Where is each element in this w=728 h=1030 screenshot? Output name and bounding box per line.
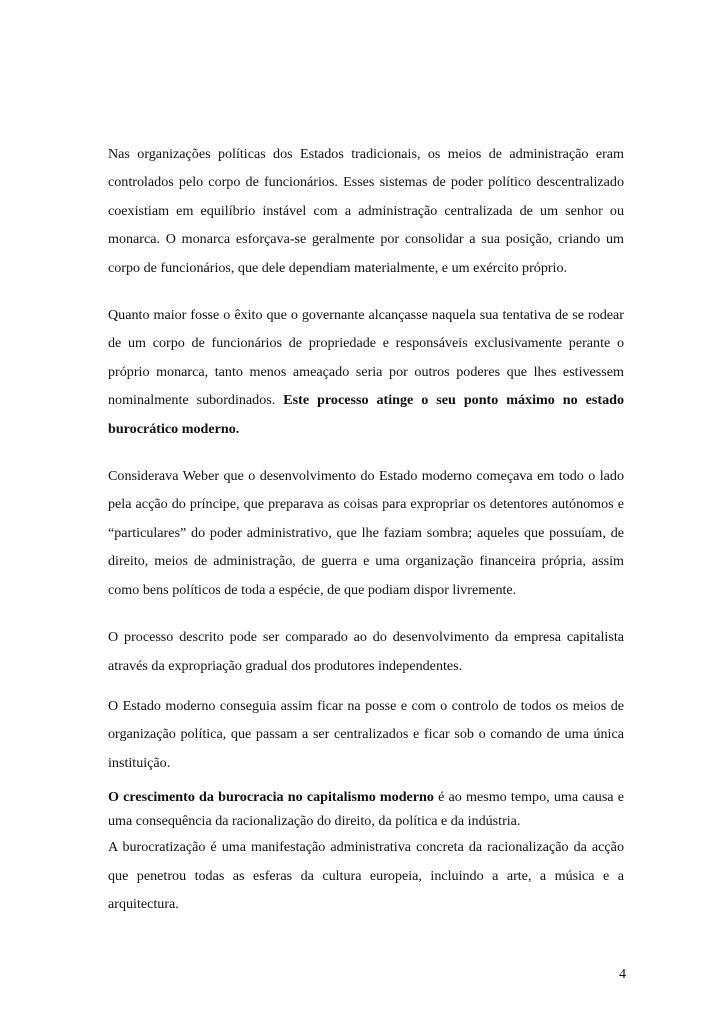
paragraph-5-text: O Estado moderno conseguia assim ficar na posse e com o controlo de todos os meios de organização política, que passam a ser centralizados e ficar sob o comando de uma única instituição. [108, 697, 624, 771]
paragraph-4 [108, 623, 624, 680]
paragraph-1 [108, 140, 624, 282]
document-body [108, 140, 624, 918]
paragraph-2 [108, 301, 624, 443]
page-number: 4 [618, 966, 626, 982]
paragraph-2-bold-text: Este processo atinge o seu ponto máximo no estado burocrático moderno. [108, 392, 624, 437]
paragraph-3-text: Considerava Weber que o desenvolvimento do Estado moderno começava em todo o lado pela acção do príncipe, que preparava as coisas para expropriar os detentores autónomos e “particulares” do poder administrativo, que lhe faziam sombra; aqueles que possuíam, de direito, meios de administração, de guerra e uma organização financeira própria, assim como bens políticos de toda a espécie, de que podiam dispor livremente. [108, 468, 624, 598]
paragraph-7 [108, 833, 624, 918]
paragraph-2-text: Quanto maior fosse o êxito que o governante alcançasse naquela sua tentativa de se rodear de um corpo de funcionários de propriedade e responsáveis exclusivamente perante o próprio monarca, tanto menos ameaçado seria por outros poderes que lhes estivessem nominalmente subordinados. [108, 307, 624, 409]
paragraph-6 [108, 785, 624, 833]
paragraph-6-text: é ao mesmo tempo, uma causa e uma consequência da racionalização do direito, da política e da indústria. [108, 789, 624, 830]
paragraph-1-text: Nas organizações políticas dos Estados tradicionais, os meios de administração eram controlados pelo corpo de funcionários. Esses sistemas de poder político descentralizado coexistiam em equilíbrio instável com a administração centralizada de um senhor ou monarca. O monarca esforçava-se geralmente por consolidar a sua posição, criando um corpo de funcionários, que dele dependiam materialmente, e um exército próprio. [108, 146, 624, 276]
paragraph-3 [108, 462, 624, 604]
paragraph-4-text: O processo descrito pode ser comparado ao do desenvolvimento da empresa capitalista através da expropriação gradual dos produtores independentes. [108, 629, 624, 674]
paragraph-7-text: A burocratização é uma manifestação administrativa concreta da racionalização da acção que penetrou todas as esferas da cultura europeia, incluindo a arte, a música e a arquitectura. [108, 839, 624, 912]
paragraph-5 [108, 692, 624, 777]
paragraph-6-bold-text: O crescimento da burocracia no capitalismo moderno [108, 789, 434, 806]
